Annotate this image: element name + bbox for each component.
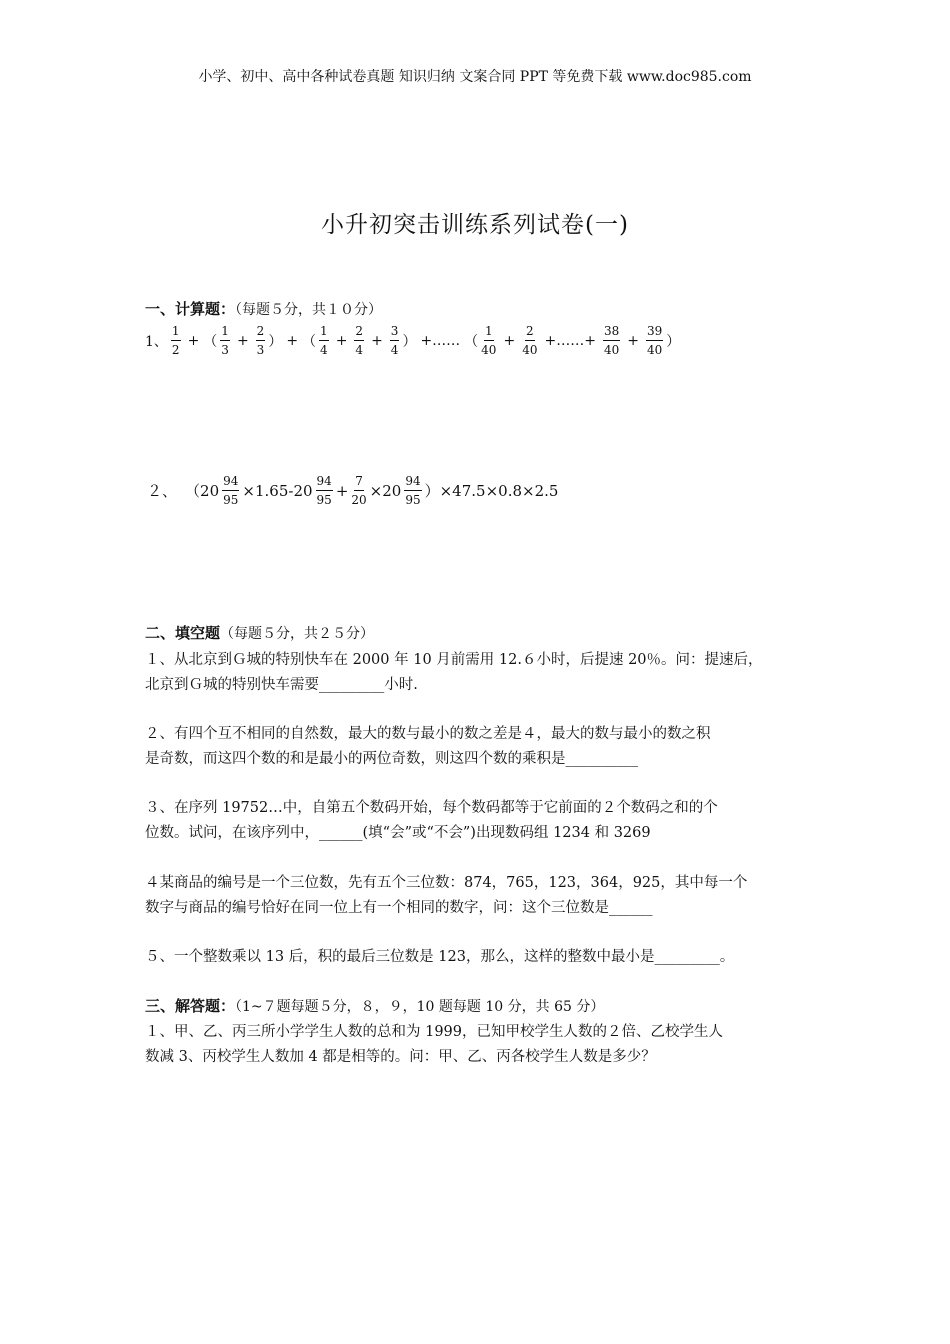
problem-1-2: ２、 （ 20 $\frac{94}{95}$ ×1.65-20 $\frac{94}{95}$ + $\frac{7}{20}$ ×20 $\frac{94}{95}$ ）×47.5×0.8×2.5 (147, 474, 559, 507)
fraction: $\frac{1}{3}$ (221, 324, 229, 357)
fraction: $\frac{94}{95}$ (316, 474, 332, 507)
fraction: $\frac{39}{40}$ (646, 324, 663, 357)
fill-blank-5: ５、一个整数乘以 13 后，积的最后三位数是 123，那么，这样的整数中最小是_________。 (145, 949, 735, 965)
fraction: $\frac{2}{40}$ (522, 324, 538, 357)
answer-1-line-2: 数减 3、丙校学生人数加 4 都是相等的。问：甲、乙、丙各校学生人数是多少？ (145, 1049, 656, 1065)
fraction: $\frac{2}{4}$ (355, 324, 364, 357)
section3-note: （1~７题每题５分，８，９，10 题每题 10 分，共 65 分） (235, 999, 605, 1015)
answer-1-line-1: １、甲、乙、丙三所小学学生人数的总和为 1999，已知甲校学生人数的２倍、乙校学生人 (145, 1024, 724, 1040)
fraction: $\frac{38}{40}$ (603, 324, 620, 357)
section1-note: （每题５分，共１０分） (235, 302, 383, 318)
page-title: 小升初突击训练系列试卷(一) (321, 212, 629, 238)
fill-blank-3-line-1: ３、在序列 19752…中，自第五个数码开始，每个数码都等于它前面的２个数码之和的个 (145, 800, 718, 816)
fraction: $\frac{1}{40}$ (481, 324, 497, 357)
fill-blank-2-line-1: ２、有四个互不相同的自然数，最大的数与最小的数之差是４，最大的数与最小的数之积 (145, 726, 711, 742)
fill-blank-1-line-1: １、从北京到Ｇ城的特别快车在 2000 年 10 月前需用 12.６小时，后提速 20％。问：提速后， (145, 652, 763, 668)
fraction: $\frac{94}{95}$ (405, 474, 421, 507)
section2-heading: 二、填空题 (145, 624, 221, 642)
fill-blank-2-line-2: 是奇数，而这四个数的和是最小的两位奇数，则这四个数的乘积是__________ (145, 751, 638, 767)
section2-note: （每题５分，共２５分） (220, 626, 375, 642)
fraction: $\frac{3}{4}$ (390, 324, 399, 357)
fraction: $\frac{94}{95}$ (223, 474, 239, 507)
fraction: $\frac{2}{3}$ (256, 324, 265, 357)
problem-index: ２、 (147, 482, 178, 500)
section1-heading: 一、计算题： (145, 300, 236, 318)
fill-blank-3-line-2: 位数。试问，在该序列中，______(填“会”或“不会”)出现数码组 1234 和 3269 (145, 825, 651, 841)
fraction: $\frac{7}{20}$ (351, 474, 367, 507)
page-header: 小学、初中、高中各种试卷真题 知识归纳 文案合同 PPT 等免费下载 www.doc985.com (198, 69, 752, 85)
fill-blank-1-line-2: 北京到Ｇ城的特别快车需要_________小时. (145, 677, 418, 693)
section3-heading: 三、解答题： (145, 997, 236, 1015)
fill-blank-4-line-1: ４某商品的编号是一个三位数，先有五个三位数：874，765，123，364，925，其中每一个 (145, 875, 748, 891)
problem-index: 1、 (145, 333, 168, 350)
section1-heading-row (145, 298, 382, 319)
fill-blank-4-line-2: 数字与商品的编号恰好在同一位上有一个相同的数字，问：这个三位数是______ (145, 900, 653, 916)
section2-heading-row (145, 622, 374, 643)
fraction: $\frac{1}{4}$ (320, 324, 328, 357)
section3-heading-row (145, 995, 604, 1016)
fraction: $\frac{1}{2}$ (171, 324, 180, 357)
problem-1-1: 1、 $\frac{1}{2}$ + （ $\frac{1}{3}$ + $\frac{2}{3}$ ） + （ $\frac{1}{4}$ + $\frac{2}{4}$ + $\frac{3}{4}$ ） +…… （ $\frac{1}{40}$ + $\frac{2}{40}$ +……+ $\frac{38}{40}$ + $\frac{39}{40}$ ） (145, 324, 681, 357)
